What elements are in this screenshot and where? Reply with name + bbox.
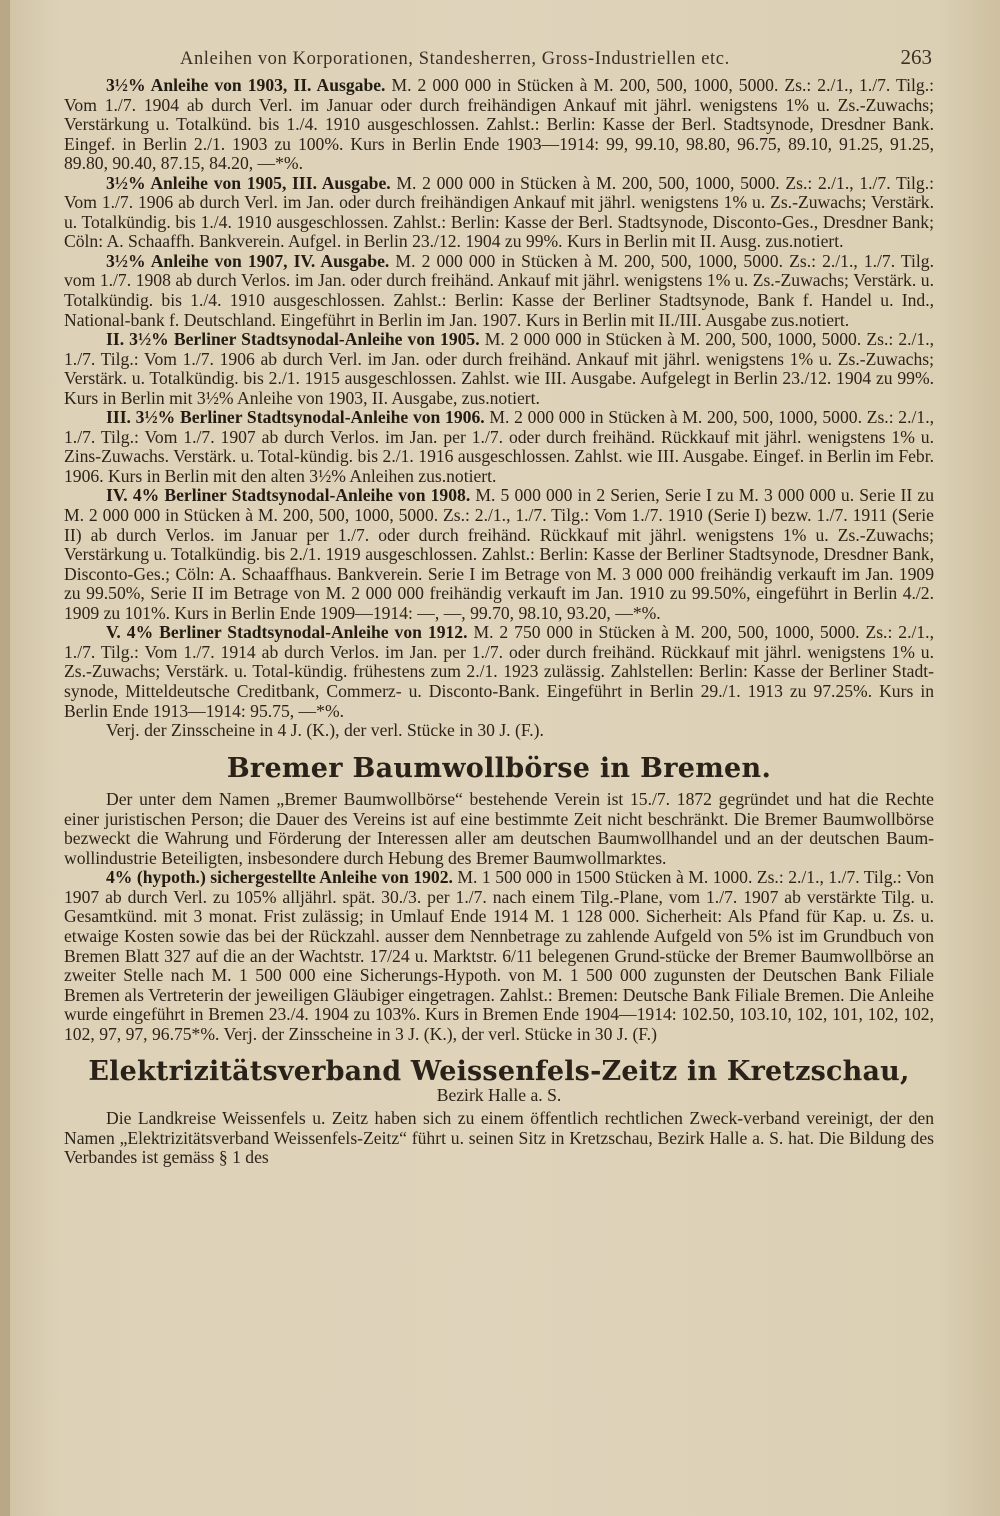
description-text: Der unter dem Namen „Bremer Baumwollbörse“ bestehende Verein ist 15./7. 1872 gegründet und hat die Rechte einer juristischen Person; die Dauer des Vereins ist auf eine bestimmte Zeit nicht beschränkt. Die Bremer Baumwollbörse bezweckt die Wahrung und Förderung der Interessen aller am deutschen Baumwollhandel und an der deutschen Baum-wollindustrie Beteiligten, insbesondere durch Hebung des Bremer Baumwollmarktes. <box>64 789 934 868</box>
loan-entry <box>64 252 934 330</box>
loan-title: 3½% Anleihe von 1907, IV. Ausgabe. <box>106 250 390 271</box>
section-bremen <box>64 790 934 1044</box>
loan-title: 3½% Anleihe von 1905, III. Ausgabe. <box>106 172 391 193</box>
loan-entry <box>64 76 934 174</box>
section-heading-elektro: Elektrizitätsverband Weissenfels-Zeitz in Kretzschau, <box>88 1056 910 1088</box>
loan-details: M. 2 000 000 in Stücken à M. 200, 500, 1000, 5000. Zs.: 2./1., 1./7. Tilg. vom 1./7. 1908 ab durch Verlos. im Jan. oder durch freihänd. Ankauf mit jährl. wenigstens 1% u. Zs.-Zuwachs; Verstärk. u. Totalkündig. bis 1./4. 1910 ausgeschlossen. Zahlst.: Berlin: Kasse der Berliner Stadtsynode, Bank f. Handel u. Ind., National-bank f. Deutschland. Eingeführt in Berlin im Jan. 1907. Kurs in Berlin mit II./III. Ausgabe zus.notiert. <box>64 250 934 330</box>
loan-details: Verj. der Zinsscheine in 4 J. (K.), der verl. Stücke in 30 J. (F.). <box>106 720 544 741</box>
section-subheading: Bezirk Halle a. S. <box>436 1084 562 1105</box>
section-heading-bremen: Bremer Baumwollbörse in Bremen. <box>226 752 772 784</box>
description-text: Die Landkreise Weissenfels u. Zeitz haben sich zu einem öffentlich rechtlichen Zweck-verband vereinigt, der den Namen „Elektrizitätsverband Weissenfels-Zeitz“ führt u. seinen Sitz in Kretzschau, Bezirk Halle a. S. hat. Die Bildung des Verbandes ist gemäss § 1 des <box>64 1108 934 1168</box>
loan-details: M. 5 000 000 in 2 Serien, Serie I zu M. 3 000 000 u. Serie II zu M. 2 000 000 in Stücken à M. 200, 500, 1000, 5000. Zs.: 2./1., 1./7. Tilg.: Vom 1./7. 1910 (Serie I) bezw. 1./7. 1911 (Serie II) ab durch Verlos. im Januar per 1./7. oder durch freihänd. Rückkauf mit jährl. wenigstens 1% u. Zs.-Zuwachs; Verstärkung u. Totalkündig. bis 2./1. 1919 ausgeschlossen. Zahlst.: Berlin: Kasse der Berliner Stadtsynode, Dresdner Bank, Disconto-Ges.; Cöln: A. Schaaffhaus. Bankverein. Serie I im Betrage von M. 3 000 000 freihändig verkauft im Jan. 1909 zu 99.50%, Serie II im Betrage von M. 2 000 000 freihändig verkauft im Jan. 1910 zu 99.50%, eingeführt in Berlin 4./2. 1909 zu 101%. Kurs in Berlin Ende 1909—1914: —, —, 99.70, 98.10, 93.20, —*%. <box>64 485 934 623</box>
loan-details: M. 2 000 000 in Stücken à M. 200, 500, 1000, 5000. Zs.: 2./1., 1./7. Tilg.: Vom 1./7. 1904 ab durch Verl. im Januar oder durch freihändigen Ankauf mit jährl. wenigstens 1% u. Zs.-Zuwachs; Verstärkung u. Totalkünd. bis 1./4. 1910 ausgeschlossen. Zahlst.: Berlin: Kasse der Berl. Stadtsynode, Dresdner Bank. Eingef. in Berlin 2./1. 1903 zu 100%. Kurs in Berlin Ende 1903—1914: 99, 99.10, 98.80, 96.75, 89.10, 91.25, 91.25, 89.80, 90.40, 87.15, 84.20, —*%. <box>64 75 934 174</box>
loan-title: IV. 4% Berliner Stadtsynodal-Anleihe von 1908. <box>106 485 471 506</box>
page-binding-edge <box>0 0 10 1516</box>
loan-entries <box>64 76 934 741</box>
loan-details: M. 2 000 000 in Stücken à M. 200, 500, 1000, 5000. Zs.: 2./1., 1./7. Tilg.: Vom 1./7. 1906 ab durch Verl. im Jan. oder durch freihändigen Ankauf mit jährl. wenigstens 1% u. Zs.-Zuwachs; Verstärk. u. Totalkündig. bis 1./4. 1910 ausgeschlossen. Zahlst.: Berlin: Kasse der Berl. Stadtsynode, Disconto-Ges., Dresdner Bank; Cöln: A. Schaaffh. Bankverein. Aufgel. in Berlin 23./12. 1904 zu 99%. Kurs in Berlin mit II. Ausg. zus.notiert. <box>64 172 934 252</box>
loan-title: II. 3½% Berliner Stadtsynodal-Anleihe von 1905. <box>106 329 480 350</box>
loan-title: 3½% Anleihe von 1903, II. Ausgabe. <box>106 75 386 95</box>
loan-details: M. 1 500 000 in 1500 Stücken à M. 1000. Zs.: 2./1., 1./7. Tilg.: Von 1907 ab durch Verl. zu 105% alljährl. spät. 30./3. per 1./7. nach einem Tilg.-Plane, vom 1./7. 1907 ab verstärkte Tilg. u. Gesamtkünd. mit 3 monat. Frist zulässig; in Umlauf Ende 1914 M. 1 128 000. Sicherheit: Als Pfand für Kap. u. Zs. u. etwaige Kosten sowie das bei der Rückzahl. ausser dem Nennbetrage zu zahlende Aufgeld von 5% ist im Grundbuch von Bremen Blatt 327 auf die an der Wachtstr. 17/24 u. Marktstr. 6/11 belegenen Grund-stücke der Bremer Baumwollbörse an zweiter Stelle nach M. 1 500 000 eine Sicherungs-Hypoth. von M. 1 500 000 zugunsten der Deutschen Bank Filiale Bremen als Vertreterin der jeweiligen Gläubiger eingetragen. Zahlst.: Bremen: Deutsche Bank Filiale Bremen. Die Anleihe wurde eingeführt in Bremen 23./4. 1904 zu 103%. Kurs in Bremen Ende 1904—1914: 102.50, 103.10, 102, 101, 102, 102, 102, 97, 97, 96.75*%. Verj. der Zinsscheine in 3 J. (K.), der verl. Stücke in 30 J. (F.) <box>64 867 934 1044</box>
loan-details: M. 2 000 000 in Stücken à M. 200, 500, 1000, 5000. Zs.: 2./1., 1./7. Tilg.: Vom 1./7. 1907 ab durch Verlos. im Jan. per 1./7. oder durch freihänd. Rückkauf mit jährl. wenigstens 1% u. Zins-Zuwachs. Verstärk. u. Total-kündig. bis 2./1. 1916 ausgeschlossen. Zahlst. wie III. Ausgabe. Eingef. in Berlin im Febr. 1906. Kurs in Berlin mit den alten 3½% Anleihen zus.notiert. <box>64 407 934 486</box>
page-content <box>64 46 934 1168</box>
page-number: 263 <box>900 45 932 69</box>
section-elektro <box>64 1109 934 1168</box>
company-description <box>64 1109 934 1168</box>
loan-entry <box>64 486 934 623</box>
loan-entry <box>64 868 934 1044</box>
limitation-note <box>64 721 934 741</box>
loan-entry <box>64 408 934 486</box>
loan-details: M. 2 750 000 in Stücken à M. 200, 500, 1000, 5000. Zs.: 2./1., 1./7. Tilg.: Vom 1./7. 1914 ab durch Verlos. im Jan. per 1./7. oder durch freihänd. Rückkauf mit jährl. wenigstens 1% u. Zs.-Zuwachs; Verstärk. u. Total-kündig. frühestens zum 2./1. 1923 zulässig. Zahlstellen: Berlin: Kasse der Berliner Stadt-synode, Mitteldeutsche Creditbank, Commerz- u. Disconto-Bank. Eingeführt in Berlin 29./1. 1913 zu 97.25%. Kurs in Berlin Ende 1913—1914: 95.75, —*%. <box>64 622 934 721</box>
running-head: Anleihen von Korporationen, Standesherren, Gross-Industriellen etc. <box>180 49 730 69</box>
loan-entry <box>64 174 934 252</box>
loan-title: 4% (hypoth.) sichergestellte Anleihe von 1902. <box>106 867 453 888</box>
loan-entry <box>64 623 934 721</box>
page-header <box>64 46 934 76</box>
loan-details: M. 2 000 000 in Stücken à M. 200, 500, 1000, 5000. Zs.: 2./1., 1./7. Tilg.: Vom 1./7. 1906 ab durch Verl. im Jan. oder durch freihänd. Ankauf mit jährl. wenigstens 1% u. Zs.-Zuwachs; Verstärk. u. Totalkündig. bis 2./1. 1915 ausgeschlossen. Zahlst. wie III. Ausgabe. Aufgelegt in Berlin 23./12. 1904 zu 99%. Kurs in Berlin mit 3½% Anleihe von 1903, II. Ausgabe, zus.notiert. <box>64 329 934 408</box>
company-description <box>64 790 934 868</box>
loan-title: V. 4% Berliner Stadtsynodal-Anleihe von 1912. <box>106 622 468 643</box>
loan-title: III. 3½% Berliner Stadtsynodal-Anleihe von 1906. <box>106 407 485 428</box>
loan-entry <box>64 330 934 408</box>
